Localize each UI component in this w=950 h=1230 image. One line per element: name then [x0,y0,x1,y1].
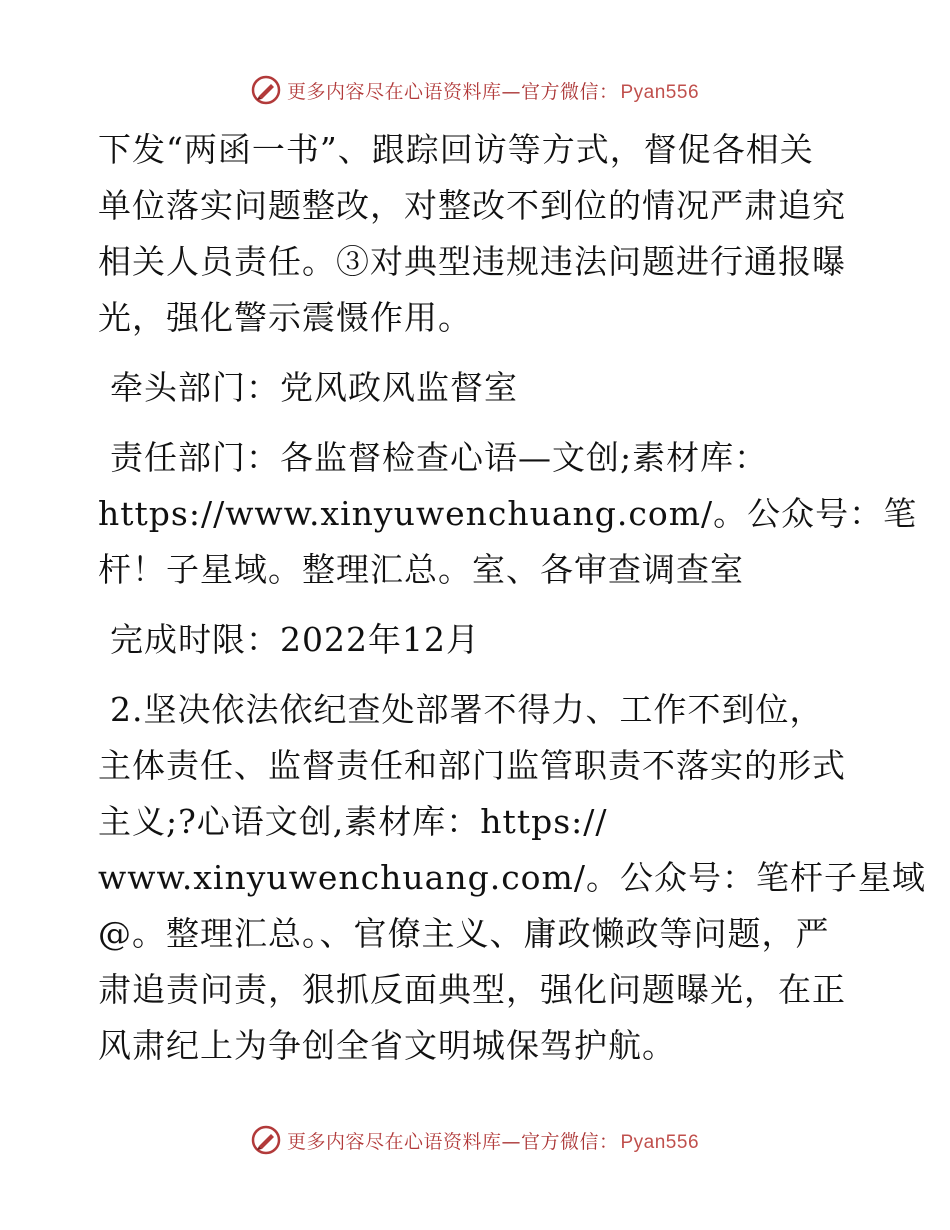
paragraph-line: 主体责任、监督责任和部门监管职责不落实的形式 [98,746,846,785]
paragraph-line: 风肃纪上为争创全省文明城保驾护航。 [98,1026,676,1065]
paragraph-line: 下发“两函一书”、跟踪回访等方式，督促各相关 [98,130,814,169]
banner-main-text: 更多内容尽在心语资料库 [286,1130,502,1153]
header-banner [0,70,950,110]
document-body [98,122,926,1074]
pen-logo-icon [251,75,281,105]
banner-separator: — [501,1130,521,1153]
footer-banner [0,1120,950,1160]
paragraph-line: 肃追责问责，狠抓反面典型，强化问题曝光，在正 [98,970,846,1009]
paragraph-line: @。整理汇总。、官僚主义、庸政懒政等问题，严 [98,914,830,953]
responsible-department-line: https://www.xinyuwenchuang.com/。公众号：笔 [98,494,918,533]
paragraph-line: 单位落实问题整改，对整改不到位的情况严肃追究 [98,186,846,225]
pen-logo-icon [251,1125,281,1155]
banner-wechat-label: 官方微信： [520,1130,619,1153]
paragraph-line: 光，强化警示震慑作用。 [98,298,472,337]
banner-separator: — [501,80,521,103]
banner-main-text: 更多内容尽在心语资料库 [286,80,502,103]
paragraph-line: 2.坚决依法依纪查处部署不得力、工作不到位， [110,690,824,729]
paragraph-line: www.xinyuwenchuang.com/。公众号：笔杆子星域 [98,858,926,897]
banner-wechat-label: 官方微信： [520,80,619,103]
paragraph-line: 相关人员责任。③对典型违规违法问题进行通报曝 [98,242,846,281]
lead-department: 牵头部门：党风政风监督室 [110,368,518,407]
banner-wechat-id: Pyan556 [620,1131,700,1153]
banner-text [287,1127,699,1154]
banner-wechat-id: Pyan556 [620,81,700,103]
banner-text [287,77,699,104]
deadline: 完成时限：2022年12月 [110,620,480,659]
responsible-department-line: 责任部门：各监督检查心语—文创;素材库： [110,438,769,477]
responsible-department-line: 杆！子星域。整理汇总。室、各审查调查室 [98,550,744,589]
paragraph-line: 主义;?心语文创,素材库：https:// [98,802,608,841]
